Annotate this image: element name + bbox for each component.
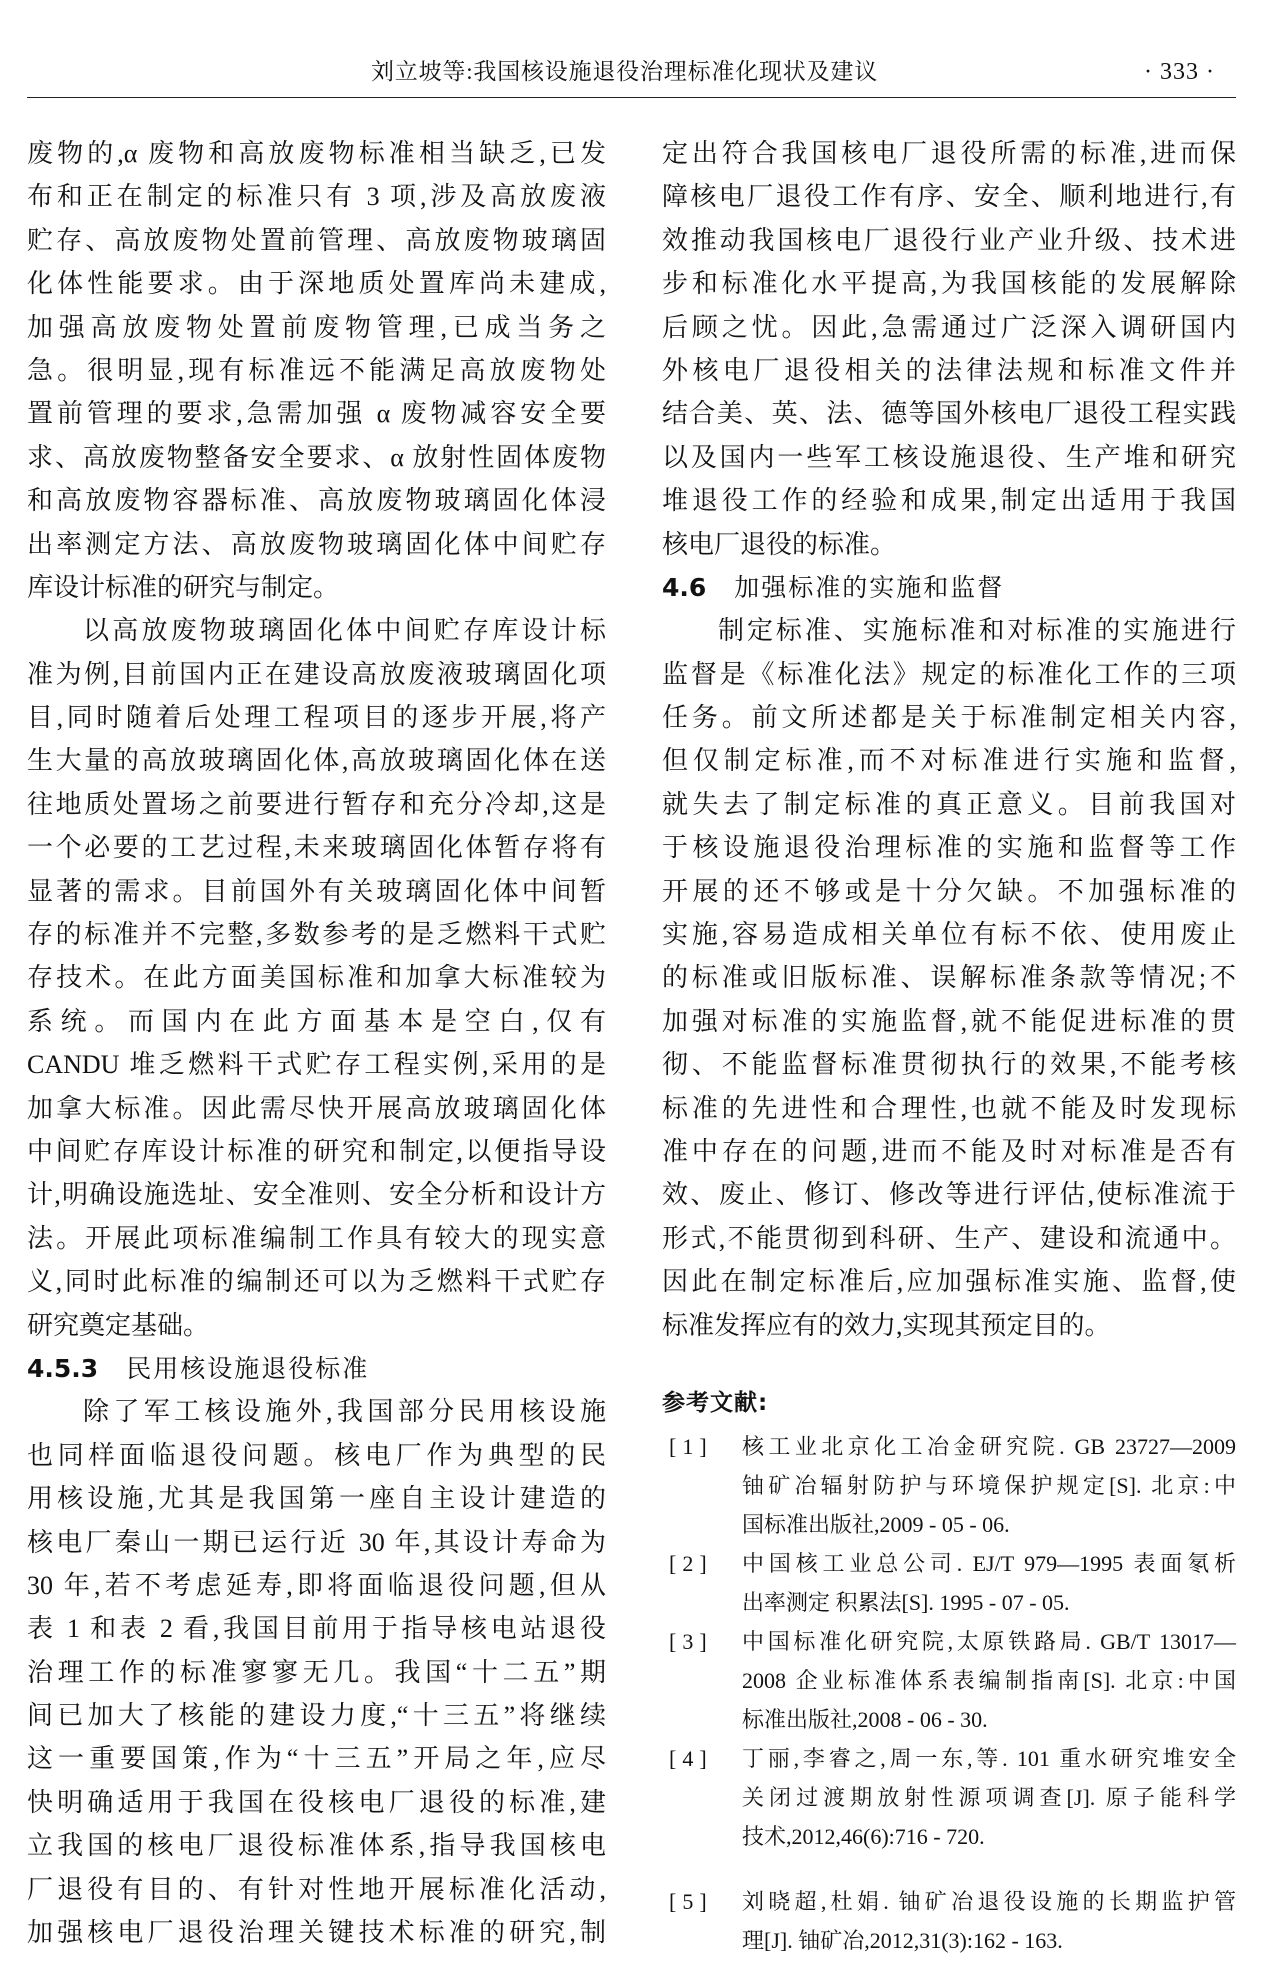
reference-line: 核工业北京化工冶金研究院. GB 23727—2009: [742, 1434, 1236, 1459]
text-line: 因此在制定标准后,应加强标准实施、监督,使: [662, 1267, 1236, 1297]
text-line: 中间贮存库设计标准的研究和制定,以便指导设: [27, 1136, 606, 1166]
paragraph-civil-decommissioning: [27, 1390, 606, 1954]
text-line: 外核电厂退役相关的法律法规和标准文件并: [662, 355, 1236, 385]
text-line: 法。开展此项标准编制工作具有较大的现实意: [27, 1223, 606, 1253]
text-line: 除了军工核设施外,我国部分民用核设施: [83, 1397, 606, 1427]
text-line: 出率测定方法、高放废物玻璃固化体中间贮存: [27, 529, 606, 559]
text-line: 堆退役工作的经验和成果,制定出适用于我国: [662, 486, 1236, 516]
reference-line: 丁丽,李睿之,周一东,等. 101 重水研究堆安全: [742, 1746, 1236, 1771]
text-line: 置前管理的要求,急需加强 α 废物减容安全要: [27, 399, 606, 429]
text-line: 生大量的高放玻璃固化体,高放玻璃固化体在送: [27, 746, 606, 776]
text-line: 存的标准并不完整,多数参考的是乏燃料干式贮: [27, 920, 606, 950]
text-line: 彻、不能监督标准贯彻执行的效果,不能考核: [662, 1050, 1236, 1080]
text-line: 治理工作的标准寥寥无几。我国“十二五”期: [27, 1657, 606, 1687]
text-line: 监督是《标准化法》规定的标准化工作的三项: [662, 659, 1236, 689]
reference-label: [4]: [669, 1746, 713, 1771]
text-line: 这一重要国策,作为“十三五”开局之年,应尽: [27, 1744, 606, 1774]
text-line: 加强高放废物处置前废物管理,已成当务之: [27, 312, 606, 342]
text-line: 一个必要的工艺过程,未来玻璃固化体暂存将有: [27, 833, 606, 863]
text-line: 系统。而国内在此方面基本是空白,仅有: [27, 1006, 606, 1036]
text-line: 计,明确设施选址、安全准则、安全分析和设计方: [27, 1180, 606, 1210]
reference-line: 技术,2012,46(6):716 - 720.: [742, 1824, 985, 1849]
reference-item: [662, 1882, 1236, 1960]
reference-label: [2]: [669, 1551, 713, 1576]
text-line: 也同样面临退役问题。核电厂作为典型的民: [27, 1440, 606, 1470]
reference-line: 国标准出版社,2009 - 05 - 06.: [742, 1512, 1010, 1537]
text-line: 结合美、英、法、德等国外核电厂退役工程实践: [662, 399, 1236, 429]
text-line: 准为例,目前国内正在建设高放废液玻璃固化项: [27, 659, 606, 689]
text-line: 于核设施退役治理标准的实施和监督等工作: [662, 833, 1236, 863]
text-line: 以高放废物玻璃固化体中间贮存库设计标: [83, 616, 606, 646]
left-column: [27, 132, 606, 1954]
reference-label: [5]: [669, 1889, 713, 1914]
text-line: 快明确适用于我国在役核电厂退役的标准,建: [27, 1787, 606, 1817]
text-line: 核电厂秦山一期已运行近 30 年,其设计寿命为: [27, 1527, 606, 1557]
running-title: 刘立坡等:我国核设施退役治理标准化现状及建议: [371, 59, 878, 84]
reference-text: [742, 1622, 1236, 1739]
paragraph-hlw-standards: [27, 132, 606, 609]
text-line: 和高放废物容器标准、高放废物玻璃固化体浸: [27, 486, 606, 516]
text-line: 布和正在制定的标准只有 3 项,涉及高放废液: [27, 182, 606, 212]
references: [662, 1383, 1236, 1960]
text-line: 存技术。在此方面美国标准和加拿大标准较为: [27, 963, 606, 993]
text-line: 表 1 和表 2 看,我国目前用于指导核电站退役: [27, 1614, 606, 1644]
text-line: 加强核电厂退役治理关键技术标准的研究,制: [27, 1918, 606, 1948]
text-line: 厂退役有目的、有针对性地开展标准化活动,: [27, 1874, 606, 1904]
right-column: [662, 132, 1236, 1347]
reference-line: 2008 企业标准体系表编制指南[S]. 北京:中国: [742, 1668, 1236, 1693]
text-line: 库设计标准的研究与制定。: [27, 572, 340, 602]
reference-line: 出率测定 积累法[S]. 1995 - 07 - 05.: [742, 1590, 1070, 1615]
text-line: 定出符合我国核电厂退役所需的标准,进而保: [662, 139, 1236, 168]
section-heading-4-5-3: [27, 1347, 606, 1390]
section-number: 4.6: [662, 572, 707, 602]
text-line: 效推动我国核电厂退役行业产业升级、技术进: [662, 225, 1236, 255]
text-line: 任务。前文所述都是关于标准制定相关内容,: [662, 703, 1236, 733]
text-line: 制定标准、实施标准和对标准的实施进行: [718, 616, 1236, 646]
text-line: 加拿大标准。因此需尽快开展高放玻璃固化体: [27, 1093, 606, 1123]
reference-label: [1]: [669, 1434, 713, 1459]
text-line: 形式,不能贯彻到科研、生产、建设和流通中。: [662, 1223, 1236, 1253]
text-line: 但仅制定标准,而不对标准进行实施和监督,: [662, 746, 1236, 776]
page-number: · 333 ·: [1144, 59, 1215, 85]
text-line: 往地质处置场之前要进行暂存和充分冷却,这是: [27, 789, 606, 819]
text-line: 标准的先进性和合理性,也就不能及时发现标: [662, 1093, 1236, 1123]
reference-line: 铀矿冶辐射防护与环境保护规定[S]. 北京:中: [742, 1473, 1236, 1498]
reference-line: 关闭过渡期放射性源项调查[J]. 原子能科学: [742, 1785, 1236, 1810]
text-line: 的标准或旧版标准、误解标准条款等情况;不: [662, 963, 1236, 993]
text-line: 废物的,α 废物和高放废物标准相当缺乏,已发: [27, 139, 606, 168]
text-line: 就失去了制定标准的真正意义。目前我国对: [662, 789, 1236, 819]
header-rule: [27, 97, 1236, 98]
references-heading: 参考文献:: [662, 1390, 769, 1416]
text-line: CANDU 堆乏燃料干式贮存工程实例,采用的是: [27, 1050, 606, 1080]
text-line: 开展的还不够或是十分欠缺。不加强标准的: [662, 876, 1236, 906]
reference-line: 标准出版社,2008 - 06 - 30.: [742, 1707, 988, 1732]
text-line: 目,同时随着后处理工程项目的逐步开展,将产: [27, 703, 606, 733]
text-line: 研究奠定基础。: [27, 1310, 210, 1340]
text-line: 实施,容易造成相关单位有标不依、使用废止: [662, 920, 1236, 950]
section-title: 民用核设施退役标准: [126, 1353, 370, 1383]
text-line: 义,同时此标准的编制还可以为乏燃料干式贮存: [27, 1267, 606, 1297]
reference-item: [662, 1427, 1236, 1544]
reference-item: [662, 1622, 1236, 1739]
reference-label: [3]: [669, 1629, 713, 1654]
reference-item: [662, 1544, 1236, 1622]
text-line: 加强对标准的实施监督,就不能促进标准的贯: [662, 1006, 1236, 1036]
text-line: 急。很明显,现有标准远不能满足高放废物处: [27, 355, 606, 385]
text-line: 障核电厂退役工作有序、安全、顺利地进行,有: [662, 182, 1236, 212]
section-heading-4-6: [662, 566, 1236, 609]
text-line: 准中存在的问题,进而不能及时对标准是否有: [662, 1136, 1236, 1166]
text-line: 化体性能要求。由于深地质处置库尚未建成,: [27, 269, 606, 299]
text-line: 30 年,若不考虑延寿,即将面临退役问题,但从: [27, 1570, 606, 1600]
text-line: 间已加大了核能的建设力度,“十三五”将继续: [27, 1701, 606, 1731]
text-line: 以及国内一些军工核设施退役、生产堆和研究: [662, 442, 1236, 472]
text-line: 显著的需求。目前国外有关玻璃固化体中间暂: [27, 876, 606, 906]
reference-line: 理[J]. 铀矿冶,2012,31(3):162 - 163.: [742, 1928, 1063, 1953]
text-line: 核电厂退役的标准。: [662, 529, 897, 559]
section-title: 加强标准的实施和监督: [734, 572, 1005, 602]
text-line: 效、废止、修订、修改等进行评估,使标准流于: [662, 1180, 1236, 1210]
text-line: 后顾之忧。因此,急需通过广泛深入调研国内: [662, 312, 1236, 342]
reference-text: [742, 1427, 1236, 1544]
reference-item: [662, 1739, 1236, 1856]
text-line: 步和标准化水平提高,为我国核能的发展解除: [662, 269, 1236, 299]
paragraph-npp-decommissioning-continued: [662, 132, 1236, 566]
text-line: 用核设施,尤其是我国第一座自主设计建造的: [27, 1484, 606, 1514]
reference-line: 中国核工业总公司. EJ/T 979—1995 表面氡析: [742, 1551, 1236, 1576]
reference-line: 刘晓超,杜娟. 铀矿冶退役设施的长期监护管: [742, 1889, 1236, 1914]
reference-text: [742, 1544, 1236, 1622]
paragraph-implementation-supervision: [662, 609, 1236, 1347]
section-number: 4.5.3: [27, 1353, 99, 1383]
text-line: 求、高放废物整备安全要求、α 放射性固体废物: [27, 442, 606, 472]
reference-text: [742, 1882, 1236, 1960]
text-line: 贮存、高放废物处置前管理、高放废物玻璃固: [27, 225, 606, 255]
text-line: 标准发挥应有的效力,实现其预定目的。: [662, 1310, 1111, 1340]
reference-line: 中国标准化研究院,太原铁路局. GB/T 13017—: [742, 1629, 1236, 1654]
paragraph-vitrified-storage-standard: [27, 609, 606, 1347]
reference-text: [742, 1739, 1236, 1856]
text-line: 立我国的核电厂退役标准体系,指导我国核电: [27, 1831, 606, 1861]
